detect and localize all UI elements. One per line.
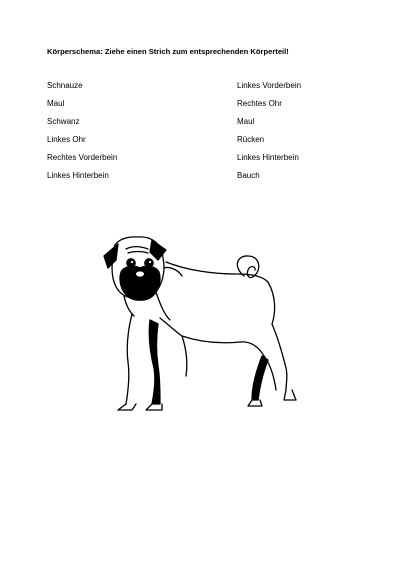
right-term-item: Maul xyxy=(237,117,255,126)
left-term-item: Rechtes Vorderbein xyxy=(47,153,118,162)
left-ear xyxy=(104,244,118,268)
right-term-list xyxy=(237,82,301,190)
pug-dog-illustration xyxy=(95,226,305,436)
right-ear xyxy=(150,240,166,260)
left-term-item: Schwanz xyxy=(47,117,80,126)
right-term-item: Linkes Hinterbein xyxy=(237,153,299,162)
back-outline xyxy=(166,262,268,282)
belly-outline xyxy=(182,336,264,356)
left-term-item: Schnauze xyxy=(47,81,83,90)
right-term-item: Linkes Vorderbein xyxy=(237,81,302,90)
front-leg-shadow xyxy=(149,320,160,404)
left-term-item: Linkes Ohr xyxy=(47,135,86,144)
page-title: Körperschema: Ziehe einen Strich zum entsprechenden Körperteil! xyxy=(47,47,289,56)
left-term-item: Maul xyxy=(47,99,65,108)
right-term-item: Bauch xyxy=(237,171,260,180)
left-term-item: Linkes Hinterbein xyxy=(47,171,109,180)
right-term-item: Rücken xyxy=(237,135,265,144)
left-term-list xyxy=(47,82,117,190)
right-term-item: Rechtes Ohr xyxy=(237,99,282,108)
hind-leg-shadow xyxy=(252,356,268,400)
